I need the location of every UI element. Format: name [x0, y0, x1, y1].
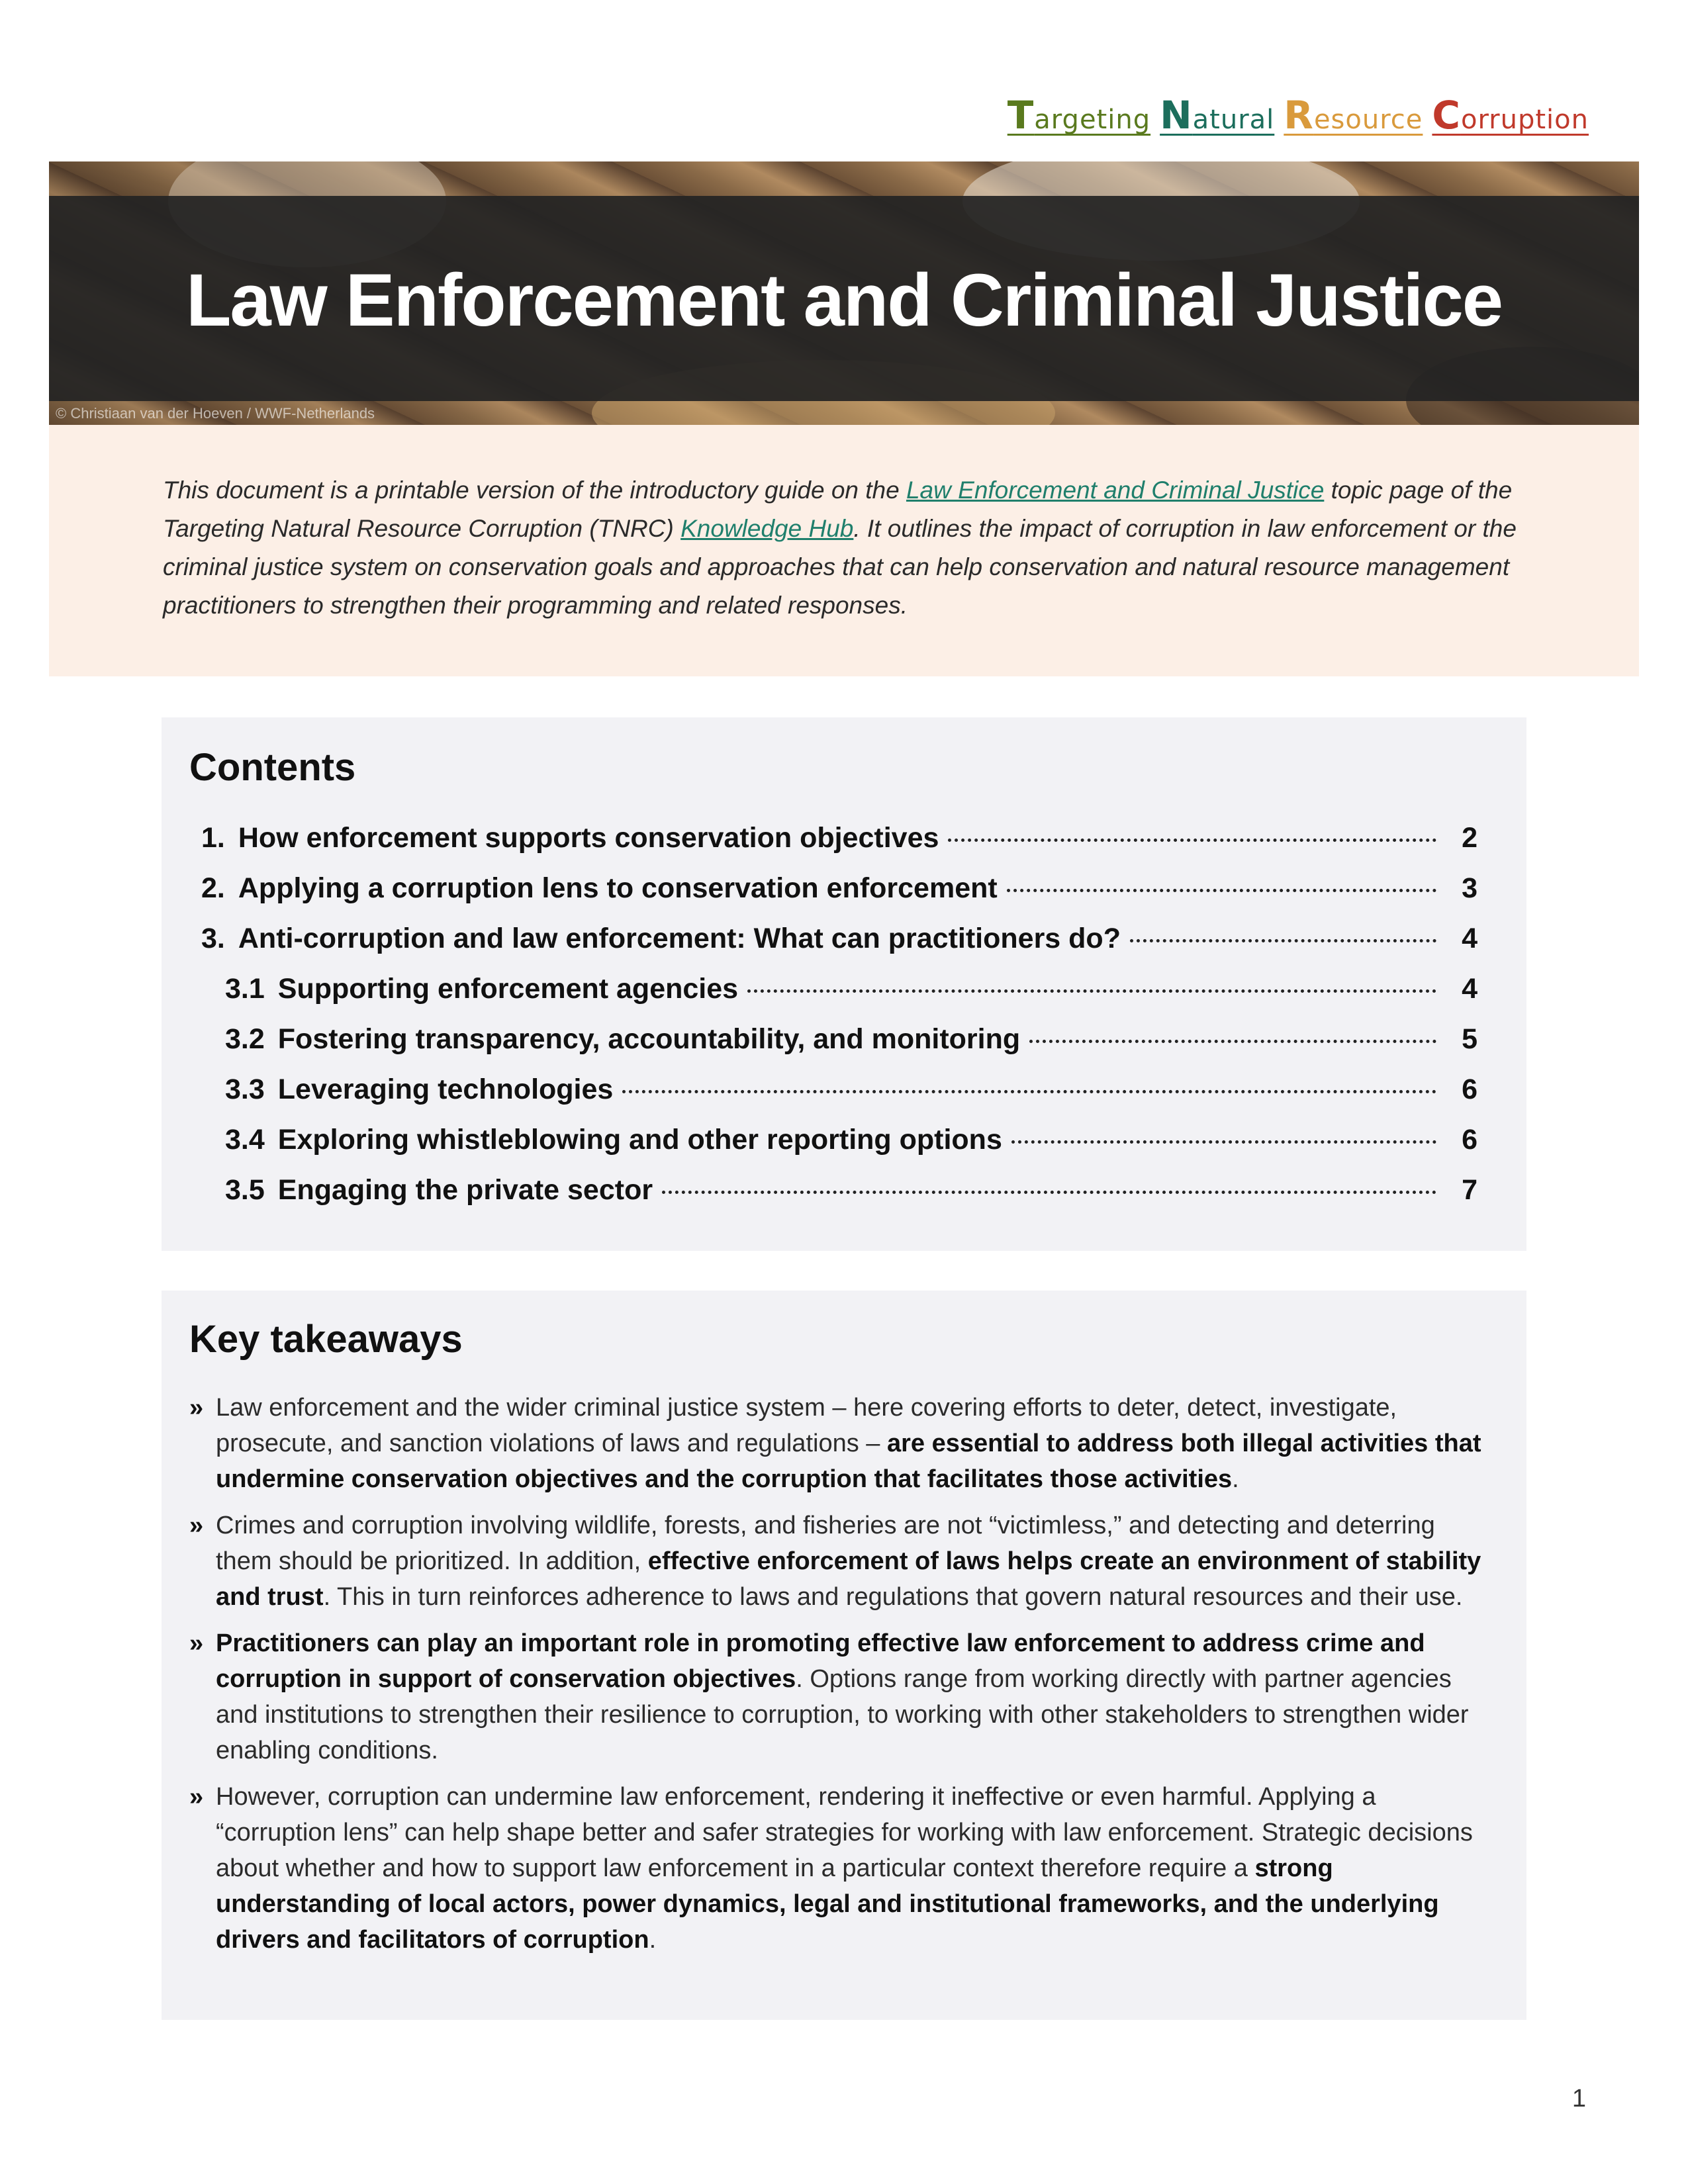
- list-item: » Law enforcement and the wider criminal justice system – here covering efforts to deter, detect, investigate, prosecute, and sanction violations of laws and regulations – are essential to address both illegal activities that undermine conservation objectives and the corruption that facilitates those activities.: [189, 1390, 1487, 1497]
- key-takeaways-panel: [162, 1291, 1526, 2020]
- knowledge-hub-link[interactable]: Knowledge Hub: [680, 515, 854, 542]
- toc-item[interactable]: 3.4 Exploring whistleblowing and other reporting options 6: [225, 1124, 1477, 1156]
- leader-dots: [1029, 1040, 1436, 1043]
- contents-panel: [162, 717, 1526, 1251]
- intro-box: [49, 425, 1639, 676]
- hero-banner: [49, 161, 1639, 425]
- page-number: 1: [1571, 2085, 1586, 2113]
- takeaways-list: [189, 1390, 1487, 1968]
- list-item: » Practitioners can play an important role in promoting effective law enforcement to address crime and corruption in support of conservation objectives. Options range from working directly with partner agencies and institutions to strengthen their resilience to corruption, to working with other stakeholders to strengthen wider enabling conditions.: [189, 1625, 1487, 1768]
- bullet-marker-icon: »: [189, 1629, 204, 1657]
- key-takeaways-heading: Key takeaways: [189, 1318, 463, 1361]
- page-title: Law Enforcement and Criminal Justice: [185, 259, 1503, 341]
- toc-item[interactable]: 3.2 Fostering transparency, accountability, and monitoring 5: [225, 1023, 1477, 1055]
- intro-text: This document is a printable version of the introductory guide on the Law Enforcement and Criminal Justice topic page of the Targeting Natural Resource Corruption (TNRC) Knowledge Hub. It outlines the impact of corruption in law enforcement or the criminal justice system on conservation goals and approaches that can help conservation and natural resource management practitioners to strengthen their programming and related responses.: [163, 477, 1517, 619]
- brand-word-resource: Resource: [1284, 93, 1423, 138]
- leader-dots: [747, 989, 1436, 993]
- topic-page-link[interactable]: Law Enforcement and Criminal Justice: [906, 477, 1325, 504]
- photo-credit: © Christiaan van der Hoeven / WWF-Netherlands: [56, 405, 375, 422]
- bullet-marker-icon: »: [189, 1394, 204, 1422]
- brand-word-targeting: Targeting: [1007, 93, 1151, 138]
- leader-dots: [1011, 1140, 1436, 1144]
- bullet-marker-icon: »: [189, 1512, 204, 1539]
- toc-item[interactable]: 3.1 Supporting enforcement agencies 4: [225, 973, 1477, 1005]
- toc-item[interactable]: 3. Anti-corruption and law enforcement: What can practitioners do? 4: [201, 923, 1477, 954]
- contents-heading: Contents: [189, 746, 356, 789]
- brand-logo: [998, 93, 1589, 138]
- toc-item[interactable]: 2. Applying a corruption lens to conservation enforcement 3: [201, 872, 1477, 904]
- toc-item[interactable]: 3.5 Engaging the private sector 7: [225, 1174, 1477, 1206]
- leader-dots: [948, 839, 1436, 842]
- toc-item[interactable]: 3.3 Leveraging technologies 6: [225, 1073, 1477, 1105]
- bullet-marker-icon: »: [189, 1783, 204, 1811]
- brand-word-corruption: Corruption: [1432, 93, 1589, 138]
- list-item: » Crimes and corruption involving wildlife, forests, and fisheries are not “victimless,” and detecting and deterring them should be prioritized. In addition, effective enforcement of laws helps create an environment of stability and trust. This in turn reinforces adherence to laws and regulations that govern natural resources and their use.: [189, 1508, 1487, 1615]
- leader-dots: [1007, 889, 1436, 892]
- leader-dots: [1130, 939, 1436, 942]
- list-item: » However, corruption can undermine law enforcement, rendering it ineffective or even harmful. Applying a “corruption lens” can help shape better and safer strategies for working with law enforcement. Strategic decisions about whether and how to support law enforcement in a particular context therefore require a strong understanding of local actors, power dynamics, legal and institutional frameworks, and the underlying drivers and facilitators of corruption.: [189, 1779, 1487, 1958]
- brand-word-natural: Natural: [1160, 93, 1275, 138]
- toc-item[interactable]: 1. How enforcement supports conservation objectives 2: [201, 822, 1477, 854]
- leader-dots: [622, 1090, 1436, 1093]
- leader-dots: [662, 1191, 1436, 1194]
